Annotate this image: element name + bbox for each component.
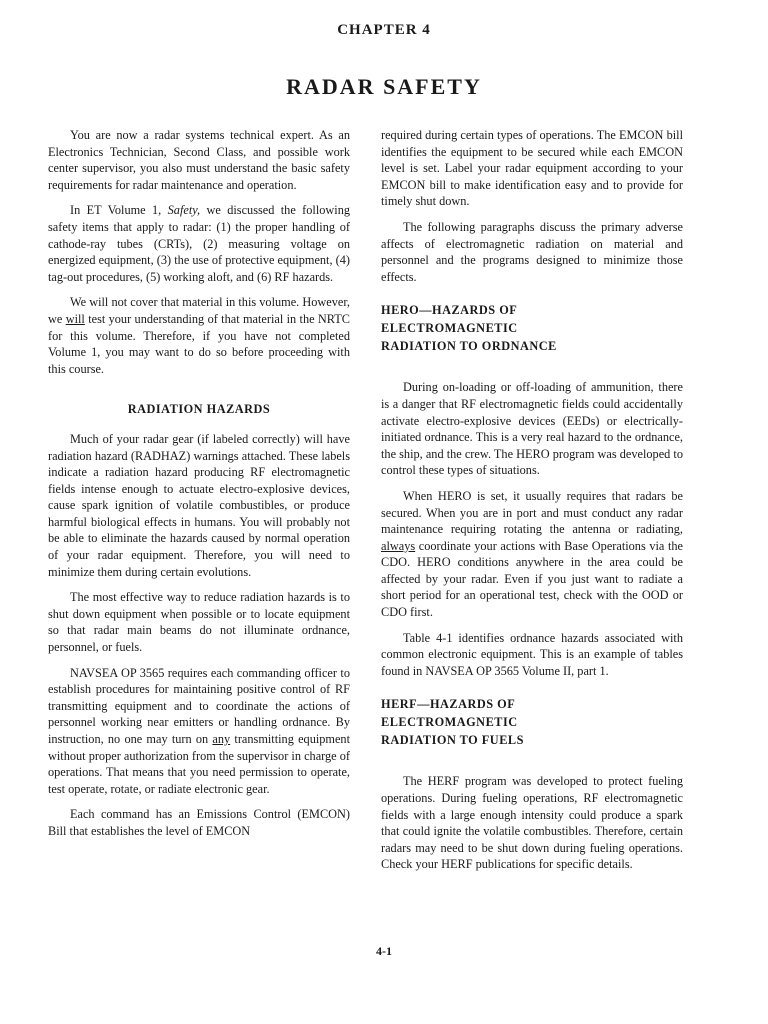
left-column: [48, 127, 350, 849]
hero-heading-line-2: ELECTROMAGNETIC: [381, 321, 518, 336]
hero-paragraph-2: [381, 488, 683, 621]
continued-paragraph: required during certain types of operations. The EMCON bill identifies the equipment to be secured while each EMCON level is set. Label your radar equipment according to your EMCON bill to make identification easy and to provide for timely shut down.: [381, 128, 683, 209]
chapter-label: CHAPTER 4: [337, 22, 431, 38]
radiation-paragraph-1: Much of your radar gear (if labeled correctly) will have radiation hazard (RADHAZ) warnings attached. These labels indicate a radiation hazard producing RF electromagnetic fields intense enough to actuate electro-explosive devices, cause spark ignition of volatile combustibles, or produce harmful biological effects in humans. You will probably not be able to eliminate the hazards caused by normal operation of your radar equipment. Therefore, you will need to minimize them during certain evolutions.: [48, 431, 350, 579]
page-number: 4-1: [376, 944, 392, 958]
right-column: [381, 127, 683, 882]
hero-paragraph-3: Table 4-1 identifies ordnance hazards associated with common electronic equipment. This is an example of tables found in NAVSEA OP 3565 Volume II, part 1.: [381, 630, 683, 678]
intro-paragraph-3: [48, 294, 350, 377]
hero-p2-text-b: coordinate your actions with Base Operations via the CDO. HERO conditions anywhere in the area could be affected by your radar. Even if you just want to radiate a short period for an operational test, check with the OOD or CDO first.: [381, 538, 683, 620]
hero-heading: [381, 301, 683, 355]
herf-heading: [381, 695, 683, 749]
intro-paragraph-2: [48, 202, 350, 285]
hero-p2-text-a: When HERO is set, it usually requires that radars be secured. When you are in port and must conduct any radar maintenance requiring rotating the antenna or radiating,: [381, 488, 683, 537]
herf-heading-line-2: ELECTROMAGNETIC: [381, 715, 518, 730]
will-underlined: will: [65, 311, 85, 326]
intro-p3-text-b: test your understanding of that material in the NRTC for this volume. Therefore, if you have not completed Volume 1, you may want to do so before proceeding with this course.: [48, 311, 350, 376]
radiation-paragraph-4: Each command has an Emissions Control (EMCON) Bill that establishes the level of EMCON: [48, 807, 350, 838]
herf-heading-line-3: RADIATION TO FUELS: [381, 733, 524, 748]
radiation-paragraph-2: The most effective way to reduce radiation hazards is to shut down equipment when possible or to locate equipment so that radar main beams do not illuminate ordnance, personnel, or fuels.: [48, 590, 350, 655]
hero-heading-line-1: HERO—HAZARDS OF: [381, 303, 518, 318]
safety-reference: Safety,: [167, 203, 201, 218]
programs-intro-paragraph: The following paragraphs discuss the primary adverse affects of electromagnetic radiation on material and personnel and the programs designed to minimize those effects.: [381, 219, 683, 284]
herf-heading-line-1: HERF—HAZARDS OF: [381, 697, 516, 712]
always-underlined: always: [381, 538, 416, 553]
intro-p3-text-a: We will not cover that material in this volume. However, we: [48, 295, 350, 326]
intro-paragraph-1: You are now a radar systems technical expert. As an Electronics Technician, Second Class, and possible work center supervisor, you also must understand the basic safety requirements for radar maintenance and operation.: [48, 128, 350, 192]
hero-paragraph-1: During on-loading or off-loading of ammunition, there is a danger that RF electromagnetic fields could accidentally activate electro-explosive devices (EEDs) or electrically-initiated ordnance. This is a very real hazard to the ordnance, the ship, and the crew. The HERO program was developed to control these types of situations.: [381, 380, 683, 478]
herf-paragraph-1: The HERF program was developed to protect fueling operations. During fueling operations, RF electromagnetic fields with a large enough intensity could produce a spark that could ignite the volatile combustibles. Therefore, certain radars may need to be shut down during fueling operations. Check your HERF publications for specific details.: [381, 774, 683, 872]
radiation-paragraph-3: [48, 665, 350, 798]
page-title: RADAR SAFETY: [286, 74, 482, 99]
radiation-p3-text-b: transmitting equipment without proper authorization from the supervisor in charge of operations. That means that you need permission to operate, test operate, rotate, or radiate electronic gear.: [48, 732, 350, 796]
radiation-p3-text-a: NAVSEA OP 3565 requires each commanding officer to establish procedures for maintaining positive control of RF transmitting equipment and to coordinate the actions of personnel working near emitters or handling ordnance. By instruction, no one may turn on: [48, 665, 350, 746]
radiation-hazards-heading: RADIATION HAZARDS: [127, 402, 271, 417]
hero-heading-line-3: RADIATION TO ORDNANCE: [381, 339, 557, 354]
intro-p2-text-b: we discussed the following safety items that apply to radar: (1) the proper handling of cathode-ray tubes (CRTs), (2) measuring voltage on energized equipment, (3) the use of protective equipment, (4) tag-out procedures, (5) working aloft, and (6) RF hazards.: [48, 203, 350, 284]
any-underlined: any: [212, 732, 231, 746]
intro-p2-text-a: In ET Volume 1,: [70, 203, 168, 218]
